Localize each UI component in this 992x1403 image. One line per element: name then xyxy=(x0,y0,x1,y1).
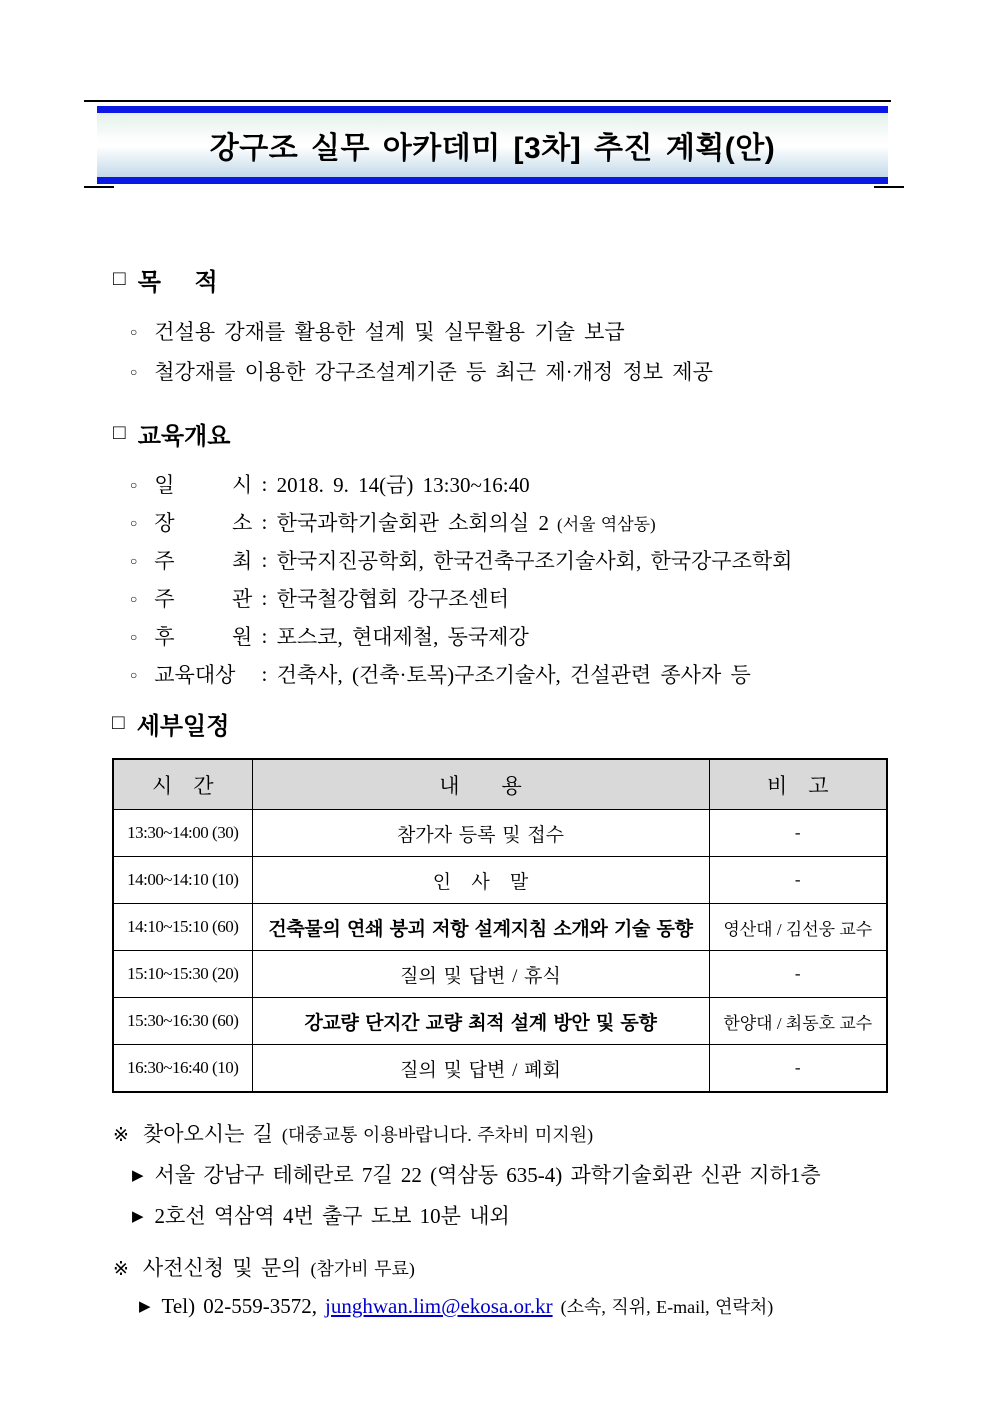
arrow-bullet-icon: ▶ xyxy=(139,1299,151,1315)
schedule-content-cell: 강교량 단지간 교량 최적 설계 방안 및 동향 xyxy=(252,998,709,1045)
schedule-time-cell: 13:30~14:00 (30) xyxy=(113,810,252,857)
schedule-note-cell: - xyxy=(709,810,887,857)
arrow-bullet-icon: ▶ xyxy=(132,1209,144,1225)
schedule-content-cell: 인 사 말 xyxy=(252,857,709,904)
schedule-content-cell: 질의 및 답변 / 폐회 xyxy=(252,1045,709,1093)
registration-lead-row xyxy=(113,1252,892,1282)
circle-bullet-icon: ○ xyxy=(130,364,138,379)
registration-contact-row xyxy=(113,1293,892,1319)
document-title: 강구조 실무 아카데미 [3차] 추진 계획(안) xyxy=(209,132,776,165)
purpose-heading-row xyxy=(113,262,892,297)
circle-bullet-icon: ○ xyxy=(130,591,138,606)
directions-lead: 찾아오시는 길 xyxy=(142,1122,273,1146)
overview-item-label: 후 원 xyxy=(154,625,253,649)
schedule-time-cell: 15:10~15:30 (20) xyxy=(113,951,252,998)
purpose-item-text: 건설용 강재를 활용한 설계 및 실무활용 기술 보급 xyxy=(154,320,625,344)
overview-item-list xyxy=(113,465,892,693)
schedule-time-cell: 14:10~15:10 (60) xyxy=(113,904,252,951)
overview-item-label: 일 시 xyxy=(154,473,253,497)
overview-item-note: (서울 역삼동) xyxy=(557,514,656,534)
schedule-table xyxy=(112,758,888,1093)
overview-item-separator: : xyxy=(252,585,277,610)
schedule-note-cell: - xyxy=(709,857,887,904)
banner-hairline xyxy=(874,186,904,188)
directions-item-text: 서울 강남구 테헤란로 7길 22 (역삼동 635-4) 과학기술회관 신관 지하1층 xyxy=(154,1163,821,1187)
schedule-note-cell: - xyxy=(709,951,887,998)
overview-item-separator: : xyxy=(252,661,277,686)
schedule-heading: 세부일정 xyxy=(136,713,230,740)
directions-item-text: 2호선 역삼역 4번 출구 도보 10분 내외 xyxy=(154,1204,510,1228)
square-bullet-icon: □ xyxy=(113,266,126,290)
overview-item xyxy=(113,655,892,693)
overview-item-label: 교육대상 xyxy=(154,663,236,687)
overview-item-label: 주 관 xyxy=(154,587,253,611)
circle-bullet-icon: ○ xyxy=(130,667,138,682)
schedule-time-cell: 14:00~14:10 (10) xyxy=(113,857,252,904)
directions-item xyxy=(113,1200,892,1230)
schedule-heading-row xyxy=(112,706,892,741)
schedule-row xyxy=(113,998,887,1045)
purpose-item xyxy=(113,351,892,391)
registration-email-link[interactable]: junghwan.lim@ekosa.or.kr xyxy=(325,1294,553,1318)
square-bullet-icon: □ xyxy=(113,420,126,444)
overview-item xyxy=(113,541,892,579)
circle-bullet-icon: ○ xyxy=(130,553,138,568)
square-bullet-icon: □ xyxy=(112,710,125,734)
overview-item-value: 2018. 9. 14(금) 13:30~16:40 xyxy=(276,473,530,497)
directions-item xyxy=(113,1159,892,1189)
schedule-header-content: 내 용 xyxy=(252,759,709,810)
circle-bullet-icon: ○ xyxy=(130,324,138,339)
schedule-content-cell: 참가자 등록 및 접수 xyxy=(252,810,709,857)
registration-tel: Tel) 02-559-3572, xyxy=(161,1294,318,1318)
schedule-note-cell: 한양대 / 최동호 교수 xyxy=(709,998,887,1045)
circle-bullet-icon: ○ xyxy=(130,477,138,492)
directions-block xyxy=(113,1118,892,1230)
directions-lead-note: (대중교통 이용바랍니다. 주차비 미지원) xyxy=(281,1125,594,1145)
schedule-header-time: 시 간 xyxy=(113,759,252,810)
overview-item-label: 주 최 xyxy=(154,549,253,573)
purpose-item-list xyxy=(113,311,892,391)
schedule-header-note: 비 고 xyxy=(709,759,887,810)
schedule-time-cell: 15:30~16:30 (60) xyxy=(113,998,252,1045)
overview-heading: 교육개요 xyxy=(137,423,231,450)
overview-item-separator: : xyxy=(252,623,277,648)
overview-item-separator: : xyxy=(252,547,277,572)
overview-item xyxy=(113,503,892,541)
circle-bullet-icon: ○ xyxy=(130,515,138,530)
overview-item-value: 건축사, (건축·토목)구조기술사, 건설관련 종사자 등 xyxy=(276,663,751,687)
overview-item-value: 한국철강협회 강구조센터 xyxy=(276,587,509,611)
purpose-item-text: 철강재를 이용한 강구조설계기준 등 최근 제·개정 정보 제공 xyxy=(154,360,713,384)
title-banner xyxy=(97,106,888,184)
overview-item xyxy=(113,617,892,655)
arrow-bullet-icon: ▶ xyxy=(132,1168,144,1184)
registration-email-note: (소속, 직위, E-mail, 연락처) xyxy=(560,1297,774,1317)
directions-lead-row xyxy=(113,1118,892,1148)
schedule-row xyxy=(113,810,887,857)
schedule-content-cell: 질의 및 답변 / 휴식 xyxy=(252,951,709,998)
overview-item xyxy=(113,465,892,503)
overview-item-label: 장 소 xyxy=(154,511,253,535)
section-purpose xyxy=(113,262,892,391)
circle-bullet-icon: ○ xyxy=(130,629,138,644)
overview-item-separator: : xyxy=(252,509,277,534)
reference-mark-icon: ※ xyxy=(113,1125,129,1146)
schedule-row xyxy=(113,1045,887,1093)
section-schedule xyxy=(112,706,892,1093)
section-overview xyxy=(113,416,892,693)
schedule-row xyxy=(113,857,887,904)
registration-block xyxy=(113,1252,892,1319)
overview-item-separator: : xyxy=(252,471,277,496)
overview-item-value: 포스코, 현대제철, 동국제강 xyxy=(276,625,529,649)
purpose-item xyxy=(113,311,892,351)
registration-lead: 사전신청 및 문의 xyxy=(142,1256,302,1280)
overview-heading-row xyxy=(113,416,892,451)
schedule-row xyxy=(113,904,887,951)
schedule-note-cell: 영산대 / 김선웅 교수 xyxy=(709,904,887,951)
schedule-time-cell: 16:30~16:40 (10) xyxy=(113,1045,252,1093)
overview-item-value: 한국지진공학회, 한국건축구조기술사회, 한국강구조학회 xyxy=(276,549,793,573)
registration-lead-note: (참가비 무료) xyxy=(310,1259,415,1279)
overview-item-value: 한국과학기술회관 소회의실 2 xyxy=(276,511,550,535)
directions-item-list xyxy=(113,1159,892,1230)
purpose-heading: 목 적 xyxy=(137,269,218,296)
schedule-note-cell: - xyxy=(709,1045,887,1093)
schedule-row xyxy=(113,951,887,998)
overview-item xyxy=(113,579,892,617)
schedule-content-cell: 건축물의 연쇄 붕괴 저항 설계지침 소개와 기술 동향 xyxy=(252,904,709,951)
reference-mark-icon: ※ xyxy=(113,1259,129,1280)
schedule-header-row xyxy=(113,759,887,810)
